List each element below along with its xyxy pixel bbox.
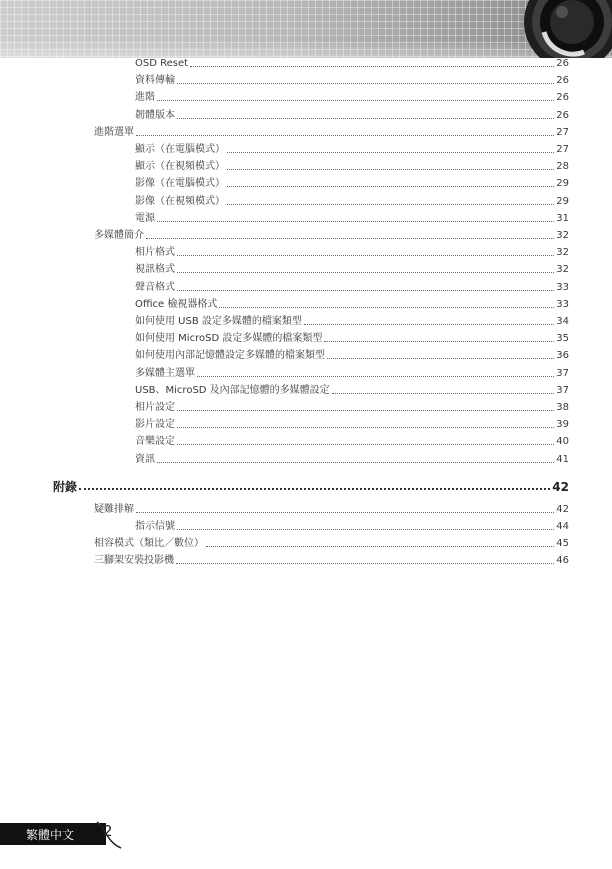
toc-entry [135,261,569,276]
toc-entry-label: 相容模式（類比／數位） [94,538,204,550]
toc-entry [135,55,569,70]
toc-entry [135,210,569,225]
toc-entry [135,382,569,397]
toc-entry-label: 韌體版本 [135,109,175,121]
toc-dot-leader [177,409,554,411]
toc-entry [135,399,569,414]
toc-dot-leader [157,99,554,101]
toc-entry-page: 42 [552,479,569,494]
toc-dot-leader [157,461,554,463]
toc-entry-label: 資訊 [135,453,155,465]
toc-entry-page: 32 [556,230,569,241]
toc-entry-page: 46 [556,555,569,567]
toc-entry [135,451,569,466]
toc-entry-label: Office 檢視器格式 [135,298,218,310]
toc-entry-label: 進階選單 [94,126,134,138]
toc-entry-page: 26 [556,92,569,104]
language-label: 繁體中文 [26,828,75,842]
toc-chapter [53,476,569,493]
toc-entry [135,158,569,173]
toc-entry [135,416,569,431]
toc-entry-page: 28 [556,161,569,173]
toc-entry [135,347,569,362]
toc-entry-label: 影片設定 [135,419,175,431]
toc-dot-leader [177,443,554,445]
toc-entry-label: 音樂設定 [135,436,175,448]
toc-dot-leader [177,117,554,119]
toc-dot-leader [190,65,554,67]
toc-dot-leader [146,237,554,239]
toc-entry [135,518,569,533]
toc-dot-leader [227,203,554,205]
toc-dot-leader [176,562,554,564]
toc-entry [94,552,569,567]
toc-entry-label: 疑難排解 [94,503,134,515]
toc-entry-label: 聲音格式 [135,281,175,293]
toc-dot-leader [157,220,554,222]
toc-entry [94,124,569,139]
toc-entry-label: 指示信號 [135,521,175,532]
toc-entry-page: 29 [556,178,569,190]
toc-dot-leader [332,392,555,394]
toc-dot-leader [227,168,554,170]
toc-dot-leader [136,511,554,513]
toc-dot-leader [177,289,554,291]
toc-entry-page: 34 [556,316,569,327]
toc-entry-page: 33 [556,298,569,310]
toc-entry-label: OSD Reset [135,58,189,69]
toc-dot-leader [177,254,554,256]
toc-entry-label: 三腳架安裝投影機 [94,555,174,567]
toc-entry-label: 影像（在電腦模式） [135,178,225,190]
toc-entry-page: 26 [556,58,569,69]
toc-dot-leader [177,82,554,84]
toc-entry-page: 31 [556,212,569,224]
toc-entry-label: 影像（在視頻模式） [135,195,225,207]
toc-entry-page: 37 [556,367,569,379]
toc-entry-label: 相片格式 [135,247,175,259]
toc-entry [135,279,569,294]
toc-entry [135,193,569,208]
page-number: 2 [103,822,113,840]
toc-entry [135,72,569,87]
toc-entry-page: 39 [556,419,569,431]
toc-entry-label: 顯示（在電腦模式） [135,144,225,155]
toc-entry-label: 顯示（在視頻模式） [135,161,225,173]
toc-entry-label: 多媒體主選單 [135,367,195,379]
toc-entry-page: 42 [556,503,569,515]
toc-entry-label: 多媒體簡介 [94,230,144,241]
toc-entry-page: 35 [556,333,569,345]
toc-entry-page: 26 [556,109,569,121]
toc-dot-leader [327,357,554,359]
toc-dot-leader [177,528,554,530]
toc-entry-page: 27 [556,126,569,138]
toc-entry [135,330,569,345]
toc-entry-label: USB、MicroSD 及內部記憶體的多媒體設定 [135,384,330,396]
toc-entry [135,141,569,156]
toc-entry-label: 相片設定 [135,402,175,413]
toc-entry [94,535,569,550]
toc-dot-leader [197,375,554,377]
toc-entry-page: 37 [556,384,569,396]
header-banner [0,0,612,58]
toc-dot-leader [79,487,550,490]
toc-dot-leader [304,323,554,325]
toc-entry-page: 38 [556,402,569,413]
toc-entry-label: 如何使用內部記憶體設定多媒體的檔案類型 [135,350,325,362]
toc-entry [135,365,569,380]
projector-lens-icon [522,0,612,58]
toc-entry-page: 32 [556,247,569,259]
toc-entry [135,107,569,122]
toc-entry-label: 電源 [135,212,155,224]
toc-entry-page: 26 [556,75,569,87]
toc-entry-label: 如何使用 USB 設定多媒體的檔案類型 [135,316,302,327]
toc-dot-leader [206,545,554,547]
toc-dot-leader [227,151,554,153]
toc-entry [135,175,569,190]
toc-dot-leader [227,185,554,187]
toc-entry-page: 29 [556,195,569,207]
toc-entry-page: 36 [556,350,569,362]
toc-entry-page: 27 [556,144,569,155]
toc-entry-label: 資料傳輸 [135,75,175,87]
toc-entry [135,433,569,448]
toc-entry-label: 如何使用 MicroSD 設定多媒體的檔案類型 [135,333,323,345]
toc-entry [135,313,569,328]
toc-entry [135,244,569,259]
toc-entry-page: 41 [556,453,569,465]
toc-entry-page: 45 [556,538,569,550]
toc-entry-page: 44 [556,521,569,532]
toc-entry [94,501,569,516]
toc-entry [135,89,569,104]
toc-entry-page: 32 [556,264,569,276]
toc-entry-label: 附錄 [53,479,78,494]
toc-dot-leader [136,134,554,136]
toc-entry [135,296,569,311]
toc-dot-leader [219,306,554,308]
toc-dot-leader [177,271,554,273]
toc-entry [94,227,569,242]
toc-entry-page: 40 [556,436,569,448]
toc-dot-leader [324,340,554,342]
toc-entry-label: 視訊格式 [135,264,175,276]
toc-entry-label: 進階 [135,92,155,104]
toc-dot-leader [177,426,554,428]
toc-entry-page: 33 [556,281,569,293]
